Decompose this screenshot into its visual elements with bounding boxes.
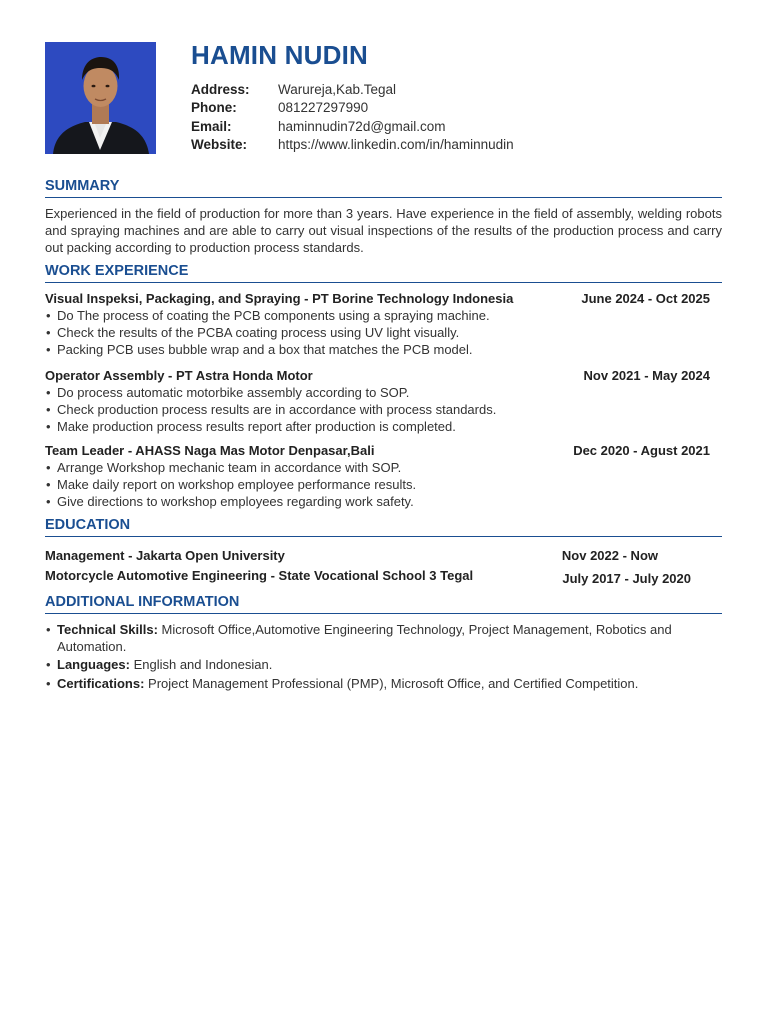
candidate-name: HAMIN NUDIN: [191, 40, 368, 70]
job-entry: [45, 366, 722, 436]
list-item: • Check the results of the PCBA coating process using UV light visually.: [57, 324, 722, 341]
job-header: [45, 289, 722, 307]
education-school: Motorcycle Automotive Engineering - State Vocational School 3 Tegal: [45, 568, 474, 583]
additional-info-list: [57, 621, 722, 693]
email-label: Email:: [191, 118, 232, 134]
person-portrait-icon: [45, 42, 156, 154]
contact-row-address: [191, 80, 711, 99]
summary-text: Experienced in the field of production for more than 3 years. Have experience in the field of assembly, welding robots and spraying machines and are able to carry out visual inspections of the results of the production process and carry out packing according to production process standards.: [45, 206, 722, 256]
email-value: haminnudin72d@gmail.com: [278, 118, 446, 134]
job-title: Team Leader - AHASS Naga Mas Motor Denpasar,Bali: [45, 442, 375, 458]
address-label: Address:: [191, 81, 250, 97]
list-item: • Packing PCB uses bubble wrap and a box that matches the PCB model.: [57, 341, 722, 358]
contact-info: [191, 80, 711, 154]
phone-value: 081227297990: [278, 100, 369, 116]
education-entry: [45, 568, 722, 586]
list-item: [57, 656, 722, 673]
list-item: • Do The process of coating the PCB components using a spraying machine.: [57, 307, 722, 324]
phone-label: Phone:: [191, 100, 237, 116]
profile-photo: [45, 42, 156, 154]
contact-row-email: [191, 117, 711, 136]
list-item: • Check production process results are in accordance with process standards.: [57, 401, 722, 418]
website-link[interactable]: https://www.linkedin.com/in/haminnudin: [278, 137, 514, 153]
education-date: Nov 2022 - Now: [561, 548, 658, 563]
job-title: Visual Inspeksi, Packaging, and Spraying - PT Borine Technology Indonesia: [45, 290, 514, 306]
education-school: Management - Jakarta Open University: [45, 548, 285, 563]
info-text: Microsoft Office,Automotive Engineering Technology, Project Management, Robotics and Automation.: [57, 622, 672, 655]
job-date: Nov 2021 - May 2024: [583, 367, 710, 383]
list-item: [57, 675, 722, 692]
address-value: Warureja,Kab.Tegal: [278, 81, 397, 97]
education-date: July 2017 - July 2020: [562, 571, 691, 586]
job-duties: [45, 384, 722, 436]
job-date: Dec 2020 - Agust 2021: [573, 442, 710, 458]
job-entry: [45, 441, 722, 511]
job-title: Operator Assembly - PT Astra Honda Motor: [45, 367, 313, 383]
job-entry: [45, 289, 722, 359]
work-experience-heading: WORK EXPERIENCE: [45, 263, 722, 283]
contact-row-phone: [191, 99, 711, 118]
info-label: Technical Skills:: [57, 622, 158, 637]
education-heading: EDUCATION: [45, 517, 722, 537]
job-header: [45, 441, 722, 459]
info-label: Languages:: [57, 657, 130, 673]
list-item: • Make daily report on workshop employee performance results.: [57, 476, 722, 493]
job-header: [45, 366, 722, 384]
education-entry: [45, 548, 722, 563]
summary-heading: SUMMARY: [45, 178, 722, 198]
list-item: • Make production process results report after production is completed.: [57, 418, 722, 435]
list-item: • Arrange Workshop mechanic team in accordance with SOP.: [57, 459, 722, 476]
list-item: • Do process automatic motorbike assembly according to SOP.: [57, 384, 722, 401]
job-date: June 2024 - Oct 2025: [581, 290, 710, 306]
contact-row-website: [191, 136, 711, 155]
website-label: Website:: [191, 137, 248, 153]
job-duties: [45, 459, 722, 511]
info-text: English and Indonesian.: [129, 657, 273, 673]
additional-information-heading: ADDITIONAL INFORMATION: [45, 594, 722, 614]
list-item: [57, 621, 722, 655]
info-label: Certifications:: [57, 675, 145, 691]
job-duties: [45, 307, 722, 359]
info-text: Project Management Professional (PMP), Microsoft Office, and Certified Competition.: [144, 675, 639, 691]
list-item: • Give directions to workshop employees regarding work safety.: [57, 493, 722, 510]
